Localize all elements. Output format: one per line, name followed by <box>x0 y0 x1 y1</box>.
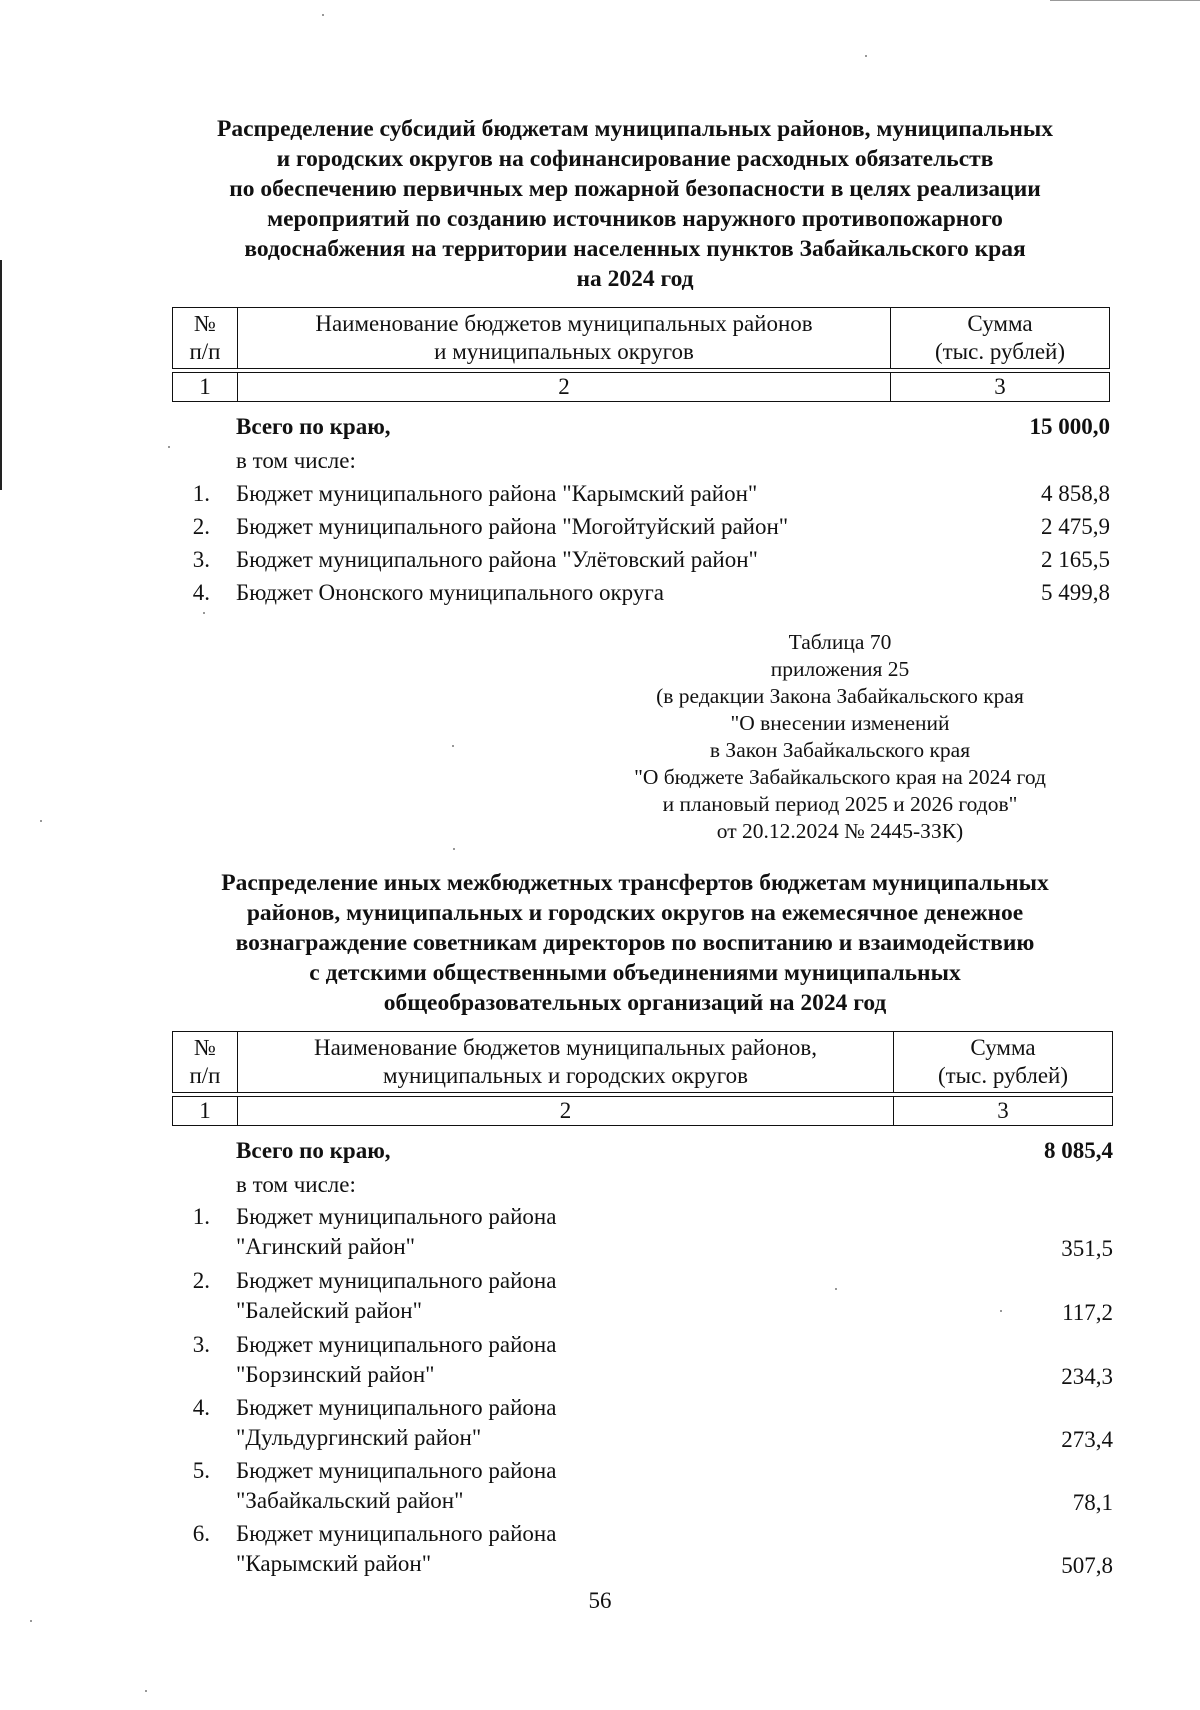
total-value: 15 000,0 <box>1029 414 1110 439</box>
table-row: 4. Бюджет Ононского муниципального округа 5 499,8 <box>192 580 1110 605</box>
note-line: "О бюджете Забайкальского края на 2024 год <box>634 765 1046 789</box>
scan-speck <box>30 1620 32 1622</box>
section1-title <box>150 114 1120 294</box>
col-name-index: 2 <box>238 1097 894 1126</box>
title-line: Распределение субсидий бюджетам муниципальных районов, муниципальных <box>216 116 1054 142</box>
table-row: 1. Бюджет муниципального района "Карымский район" 4 858,8 <box>192 481 1110 506</box>
note-line: приложения 25 <box>770 657 910 681</box>
col-amount-header: Сумма (тыс. рублей) <box>891 308 1110 369</box>
scan-edge-left <box>0 260 2 490</box>
total-value: 8 085,4 <box>1044 1138 1113 1163</box>
table-row: 2. Бюджет муниципального района "Балейский район" 117,2 <box>192 1268 1113 1325</box>
col-name-header: Наименование бюджетов муниципальных районов и муниципальных округов <box>238 308 891 369</box>
table-column-numbers-row <box>173 373 1110 402</box>
section2-total-row <box>172 1136 1113 1166</box>
scan-speck <box>145 1690 147 1692</box>
scan-speck <box>453 848 455 850</box>
scan-speck <box>1000 1310 1002 1312</box>
note-line: и плановый период 2025 и 2026 годов" <box>662 792 1018 816</box>
table-header-row <box>173 1032 1113 1093</box>
table-row: 6. Бюджет муниципального района "Карымский район" 507,8 <box>192 1521 1113 1578</box>
col-amount-index: 3 <box>894 1097 1113 1126</box>
scan-speck <box>203 612 205 614</box>
note-line: (в редакции Закона Забайкальского края <box>656 684 1024 708</box>
title-line: с детскими общественными объединениями муниципальных <box>309 960 961 986</box>
table-header-row <box>173 308 1110 369</box>
col-number-header: № п/п <box>173 1032 238 1093</box>
title-line: Распределение иных межбюджетных трансфертов бюджетам муниципальных <box>221 870 1049 896</box>
section2-including-row <box>172 1170 1113 1200</box>
col-name-header: Наименование бюджетов муниципальных районов, муниципальных и городских округов <box>238 1032 894 1093</box>
table-row: 5. Бюджет муниципального района "Забайкальский район" 78,1 <box>192 1458 1113 1515</box>
total-label: Всего по краю, <box>236 414 391 439</box>
total-label: Всего по краю, <box>236 1138 391 1163</box>
scan-speck <box>452 745 454 747</box>
note-line: "О внесении изменений <box>730 711 950 735</box>
col-amount-header: Сумма (тыс. рублей) <box>894 1032 1113 1093</box>
scan-speck <box>835 1288 837 1290</box>
col-number-header: № п/п <box>173 308 238 369</box>
col-number-index: 1 <box>173 373 238 402</box>
note-line: от 20.12.2024 № 2445-ЗЗК) <box>716 819 964 843</box>
col-number-index: 1 <box>173 1097 238 1126</box>
table-row: 4. Бюджет муниципального района "Дульдургинский район" 273,4 <box>192 1395 1113 1452</box>
section2-title <box>150 868 1120 1018</box>
page-number: 56 <box>588 1588 612 1613</box>
scan-edge-top <box>1050 0 1200 1</box>
table-row: 3. Бюджет муниципального района "Улётовский район" 2 165,5 <box>192 547 1110 572</box>
col-name-index: 2 <box>238 373 891 402</box>
title-line: общеобразовательных организаций на 2024 год <box>383 990 887 1016</box>
title-line: вознаграждение советникам директоров по воспитанию и взаимодействию <box>235 930 1035 956</box>
section2-header-table <box>172 1031 1113 1126</box>
scan-speck <box>40 820 42 822</box>
note-line: Таблица 70 <box>788 630 892 654</box>
table-column-numbers-row <box>173 1097 1113 1126</box>
section1-header-table <box>172 307 1110 402</box>
title-line: районов, муниципальных и городских округов на ежемесячное денежное <box>246 900 1024 926</box>
table-row: 2. Бюджет муниципального района "Могойтуйский район" 2 475,9 <box>192 514 1110 539</box>
scan-speck <box>322 14 324 16</box>
table-row: 1. Бюджет муниципального района "Агинский район" 351,5 <box>192 1204 1113 1261</box>
including-label: в том числе: <box>236 1172 356 1197</box>
title-line: и городских округов на софинансирование расходных обязательств <box>276 146 994 172</box>
section1-total-row <box>172 412 1110 442</box>
table-row: 3. Бюджет муниципального района "Борзинский район" 234,3 <box>192 1332 1113 1389</box>
section1-including-row <box>172 446 1110 476</box>
appendix-note <box>590 629 1090 845</box>
title-line: на 2024 год <box>576 266 694 292</box>
including-label: в том числе: <box>236 448 356 473</box>
title-line: по обеспечению первичных мер пожарной безопасности в целях реализации <box>229 176 1041 202</box>
scan-speck <box>865 55 867 57</box>
title-line: водоснабжения на территории населенных пунктов Забайкальского края <box>244 236 1026 262</box>
scan-speck <box>168 446 170 448</box>
note-line: в Закон Забайкальского края <box>709 738 971 762</box>
col-amount-index: 3 <box>891 373 1110 402</box>
title-line: мероприятий по созданию источников наружного противопожарного <box>267 206 1003 232</box>
